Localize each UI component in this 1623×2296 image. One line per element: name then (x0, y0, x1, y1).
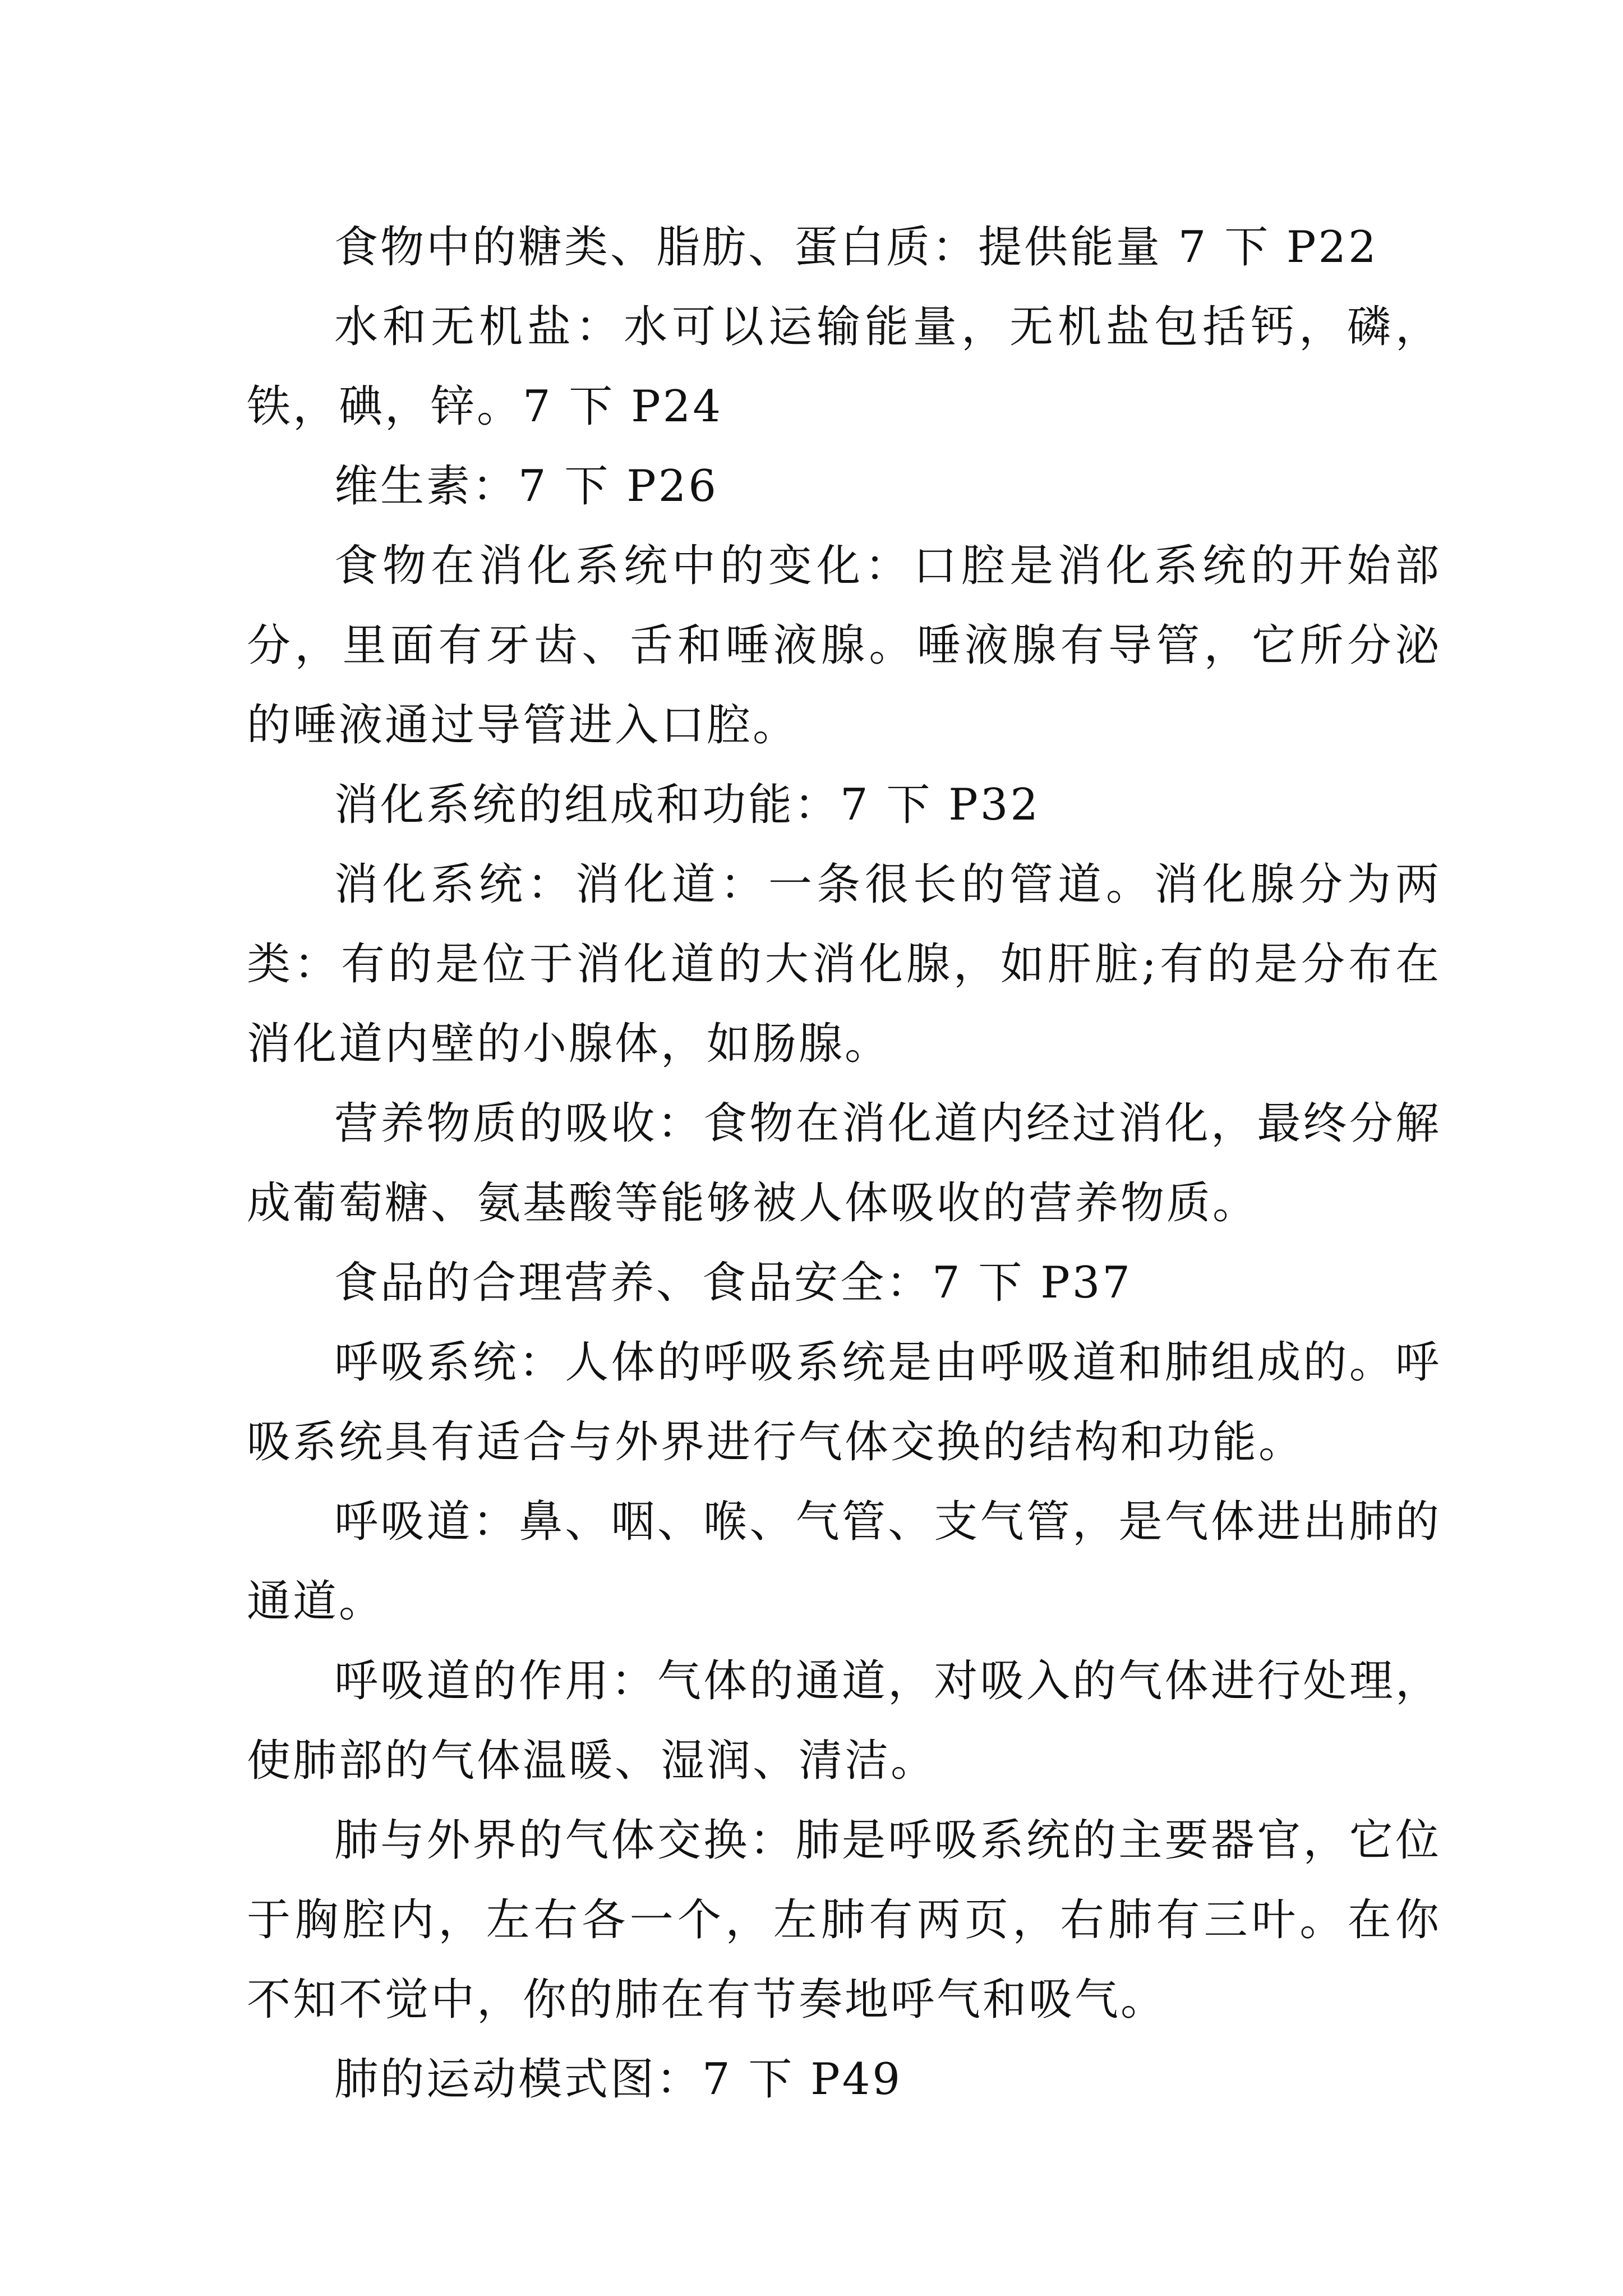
paragraph-airway: 呼吸道：鼻、咽、喉、气管、支气管，是气体进出肺的通道。 (247, 1497, 1441, 1627)
paragraph-nutrients-energy: 食物中的糖类、脂肪、蛋白质：提供能量 7 下 P22 (334, 222, 1378, 273)
paragraph-food-safety: 食品的合理营养、食品安全：7 下 P37 (334, 1258, 1132, 1308)
paragraph-vitamins: 维生素：7 下 P26 (334, 461, 718, 512)
paragraph-water-minerals: 水和无机盐：水可以运输能量，无机盐包括钙，磷，铁，碘，锌。7 下 P24 (247, 302, 1441, 432)
paragraph-airway-function: 呼吸道的作用：气体的通道，对吸入的气体进行处理，使肺部的气体温暖、湿润、清洁。 (247, 1656, 1441, 1786)
paragraph-digestion-changes: 食物在消化系统中的变化：口腔是消化系统的开始部分，里面有牙齿、舌和唾液腺。唾液腺有导管，它所分泌的唾液通过导管进入口腔。 (247, 541, 1441, 751)
paragraph-digestive-system: 消化系统：消化道：一条很长的管道。消化腺分为两类：有的是位于消化道的大消化腺，如肝脏;有的是分布在消化道内壁的小腺体，如肠腺。 (247, 859, 1441, 1069)
paragraph-digestive-system-structure: 消化系统的组成和功能：7 下 P32 (334, 780, 1040, 830)
paragraph-nutrient-absorption: 营养物质的吸收：食物在消化道内经过消化，最终分解成葡萄糖、氨基酸等能够被人体吸收的营养物质。 (247, 1098, 1441, 1228)
document-body (247, 208, 1441, 2119)
paragraph-respiratory-system: 呼吸系统：人体的呼吸系统是由呼吸道和肺组成的。呼吸系统具有适合与外界进行气体交换的结构和功能。 (247, 1337, 1441, 1467)
paragraph-lung-gas-exchange: 肺与外界的气体交换：肺是呼吸系统的主要器官，它位于胸腔内，左右各一个，左肺有两页，右肺有三叶。在你不知不觉中，你的肺在有节奏地呼气和吸气。 (247, 1815, 1441, 2025)
paragraph-lung-model: 肺的运动模式图：7 下 P49 (334, 2054, 902, 2105)
